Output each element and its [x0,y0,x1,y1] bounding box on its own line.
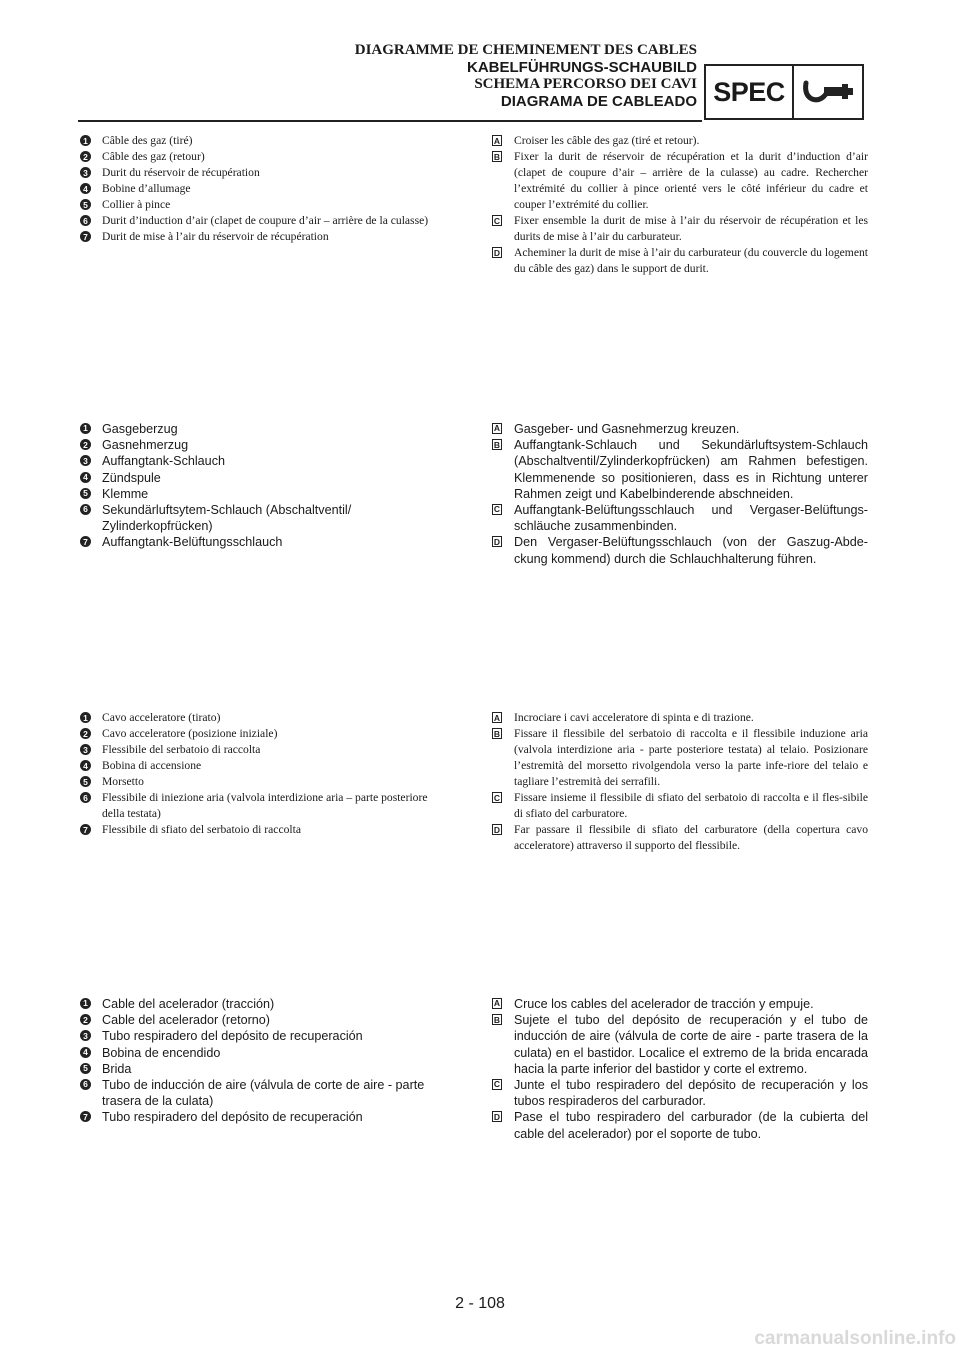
callout-letter: C [493,215,501,226]
note-item: A Incrociare i cavi acceleratore di spinta e di trazione. [493,711,754,724]
spec-badge [704,64,864,120]
list-item: 6 Flessibile di iniezione aria (valvola interdizione aria – parte posteriore della testata) [80,790,452,822]
callout-letter: D [493,536,501,547]
note-item: A Gasgeber- und Gasnehmerzug kreuzen. [493,422,740,436]
note-item: D Far passare il flessibile di sfiato del carburatore (della copertura cavo acceleratore) attraverso il supporto del flessibile. [493,823,868,852]
list-item: 4 Bobina de encendido [80,1045,452,1061]
callout-letter: A [493,712,501,723]
list-item: 1 Câble des gaz (tiré) [80,133,452,149]
note-item: C Fixer ensemble la durit de mise à l’air du réservoir de récupération et les durits de mise à l’air du carburateur. [493,214,868,243]
note-item: B Auffangtank-Schlauch und Sekundärluftsystem-Schlauch (Abschaltventil/Zylinderkopfrücken) am Rahmen befestigen. Klemmenende so positionieren, dass es in Richtung unterer Rahmen zeigt und Kabelbinderende abschneiden. [493,438,868,501]
list-item: 3 Durit du réservoir de récupération [80,165,452,181]
list-item: 5 Morsetto [80,774,452,790]
callout-number: 1 [80,135,91,146]
title-fr: DIAGRAMME DE CHEMINEMENT DES CABLES [354,42,697,58]
callout-number: 2 [80,728,91,739]
callout-letter: A [493,423,501,434]
callout-letter: A [493,135,501,146]
note-item: A Croiser les câble des gaz (tiré et retour). [493,134,700,147]
callout-number: 3 [80,455,91,466]
title-es: DIAGRAMA DE CABLEADO [500,93,697,110]
list-item: 1 Gasgeberzug [80,421,452,437]
list-item: 2 Cavo acceleratore (posizione iniziale) [80,726,452,742]
it-notes [492,710,868,854]
callout-number: 4 [80,760,91,771]
note-item: C Fissare insieme il flessibile di sfiato del serbatoio di raccolta e il fles-sibile di sfiato del carburatore. [493,791,868,820]
callout-letter: B [493,1014,501,1025]
list-item: 7 Tubo respiradero del depósito de recuperación [80,1109,452,1125]
list-item: 7 Durit de mise à l’air du réservoir de récupération [80,229,452,245]
note-item: D Acheminer la durit de mise à l’air du carburateur (du couvercle du logement du câble des gaz) dans le support de durit. [493,246,868,275]
header-titles [300,42,697,110]
de-parts-list [80,421,452,551]
callout-letter: C [493,792,501,803]
list-item: 4 Bobine d’allumage [80,181,452,197]
callout-letter: D [493,247,501,258]
list-item: 3 Auffangtank-Schlauch [80,453,452,469]
callout-number: 5 [80,488,91,499]
list-item: 1 Cable del acelerador (tracción) [80,996,452,1012]
callout-number: 2 [80,439,91,450]
callout-number: 1 [80,712,91,723]
header-divider [78,120,702,122]
note-item: C Auffangtank-Belüftungsschlauch und Vergaser-Belüftungs-schläuche zusammenbinden. [493,503,868,534]
wrench-icon [794,66,862,118]
it-parts-list [80,710,452,838]
callout-number: 4 [80,183,91,194]
callout-number: 7 [80,536,91,547]
callout-number: 4 [80,1047,91,1058]
callout-number: 3 [80,167,91,178]
list-item: 2 Cable del acelerador (retorno) [80,1012,452,1028]
list-item: 6 Tubo de inducción de aire (válvula de corte de aire - parte trasera de la culata) [80,1077,452,1109]
list-item: 6 Durit d’induction d’air (clapet de coupure d’air – arrière de la culasse) [80,213,452,229]
note-item: A Cruce los cables del acelerador de tracción y empuje. [493,997,814,1011]
callout-letter: A [493,998,501,1009]
callout-number: 7 [80,1111,91,1122]
callout-number: 6 [80,792,91,803]
fr-parts-list [80,133,452,245]
callout-number: 1 [80,998,91,1009]
callout-number: 5 [80,1063,91,1074]
list-item: 4 Zündspule [80,470,452,486]
list-item: 5 Brida [80,1061,452,1077]
es-notes [492,996,868,1142]
page-number: 2 - 108 [455,1295,505,1312]
callout-number: 5 [80,199,91,210]
watermark: carmanualsonline.info [754,1328,956,1349]
list-item: 5 Klemme [80,486,452,502]
callout-letter: D [493,824,501,835]
callout-letter: B [493,439,501,450]
callout-letter: C [493,1079,501,1090]
list-item: 3 Tubo respiradero del depósito de recuperación [80,1028,452,1044]
callout-number: 6 [80,215,91,226]
callout-number: 5 [80,776,91,787]
callout-number: 4 [80,472,91,483]
callout-number: 6 [80,1079,91,1090]
note-item: B Sujete el tubo del depósito de recuperación y el tubo de inducción de aire (válvula de corte de aire - parte trasera de la culata) en el bastidor. Localice el extremo de la brida encarada hacia la parte inferior del bastidor y corte el extremo. [493,1013,868,1076]
note-item: D Den Vergaser-Belüftungsschlauch (von der Gaszug-Abde-ckung kommend) durch die Schlauchhalterung führen. [493,535,868,566]
callout-letter: B [493,151,501,162]
callout-number: 2 [80,1014,91,1025]
es-parts-list [80,996,452,1126]
list-item: 3 Flessibile del serbatoio di raccolta [80,742,452,758]
spec-label: SPEC [706,66,794,118]
callout-number: 2 [80,151,91,162]
list-item: 5 Collier à pince [80,197,452,213]
list-item: 4 Bobina di accensione [80,758,452,774]
callout-number: 6 [80,504,91,515]
title-de: KABELFÜHRUNGS-SCHAUBILD [467,59,697,76]
note-item: B Fixer la durit de réservoir de récupération et la durit d’induction d’air (clapet de coupure d’air – arrière de la culasse) au cadre. Rechercher l’extrémité du collier à pince orienté vers le côté inférieur du cadre et couper l’extrémité du collier. [493,150,868,211]
de-notes [492,421,868,567]
list-item: 7 Auffangtank-Belüftungsschlauch [80,534,452,550]
callout-number: 1 [80,423,91,434]
callout-letter: C [493,504,501,515]
note-item: D Pase el tubo respiradero del carburador (de la cubierta del cable del acelerador) por el soporte de tubo. [493,1110,868,1141]
title-it: SCHEMA PERCORSO DEI CAVI [474,76,697,92]
list-item: 6 Sekundärluftsytem-Schlauch (Abschaltventil/ Zylinderkopfrücken) [80,502,452,534]
note-item: C Junte el tubo respiradero del depósito de recuperación y los tubos respiraderos del carburador. [493,1078,868,1109]
list-item: 1 Cavo acceleratore (tirato) [80,710,452,726]
callout-number: 7 [80,824,91,835]
fr-notes [492,133,868,277]
callout-letter: D [493,1111,501,1122]
callout-number: 3 [80,744,91,755]
callout-number: 3 [80,1030,91,1041]
list-item: 2 Gasnehmerzug [80,437,452,453]
callout-number: 7 [80,231,91,242]
list-item: 2 Câble des gaz (retour) [80,149,452,165]
note-item: B Fissare il flessibile del serbatoio di raccolta e il flessibile induzione aria (valvola interdizione aria - parte posteriore testata) al telaio. Posizionare l’estremità del morsetto rivolgendola verso la parte infe-riore del telaio e tagliare l’estremità dei serrafili. [493,727,868,788]
list-item: 7 Flessibile di sfiato del serbatoio di raccolta [80,822,452,838]
callout-letter: B [493,728,501,739]
